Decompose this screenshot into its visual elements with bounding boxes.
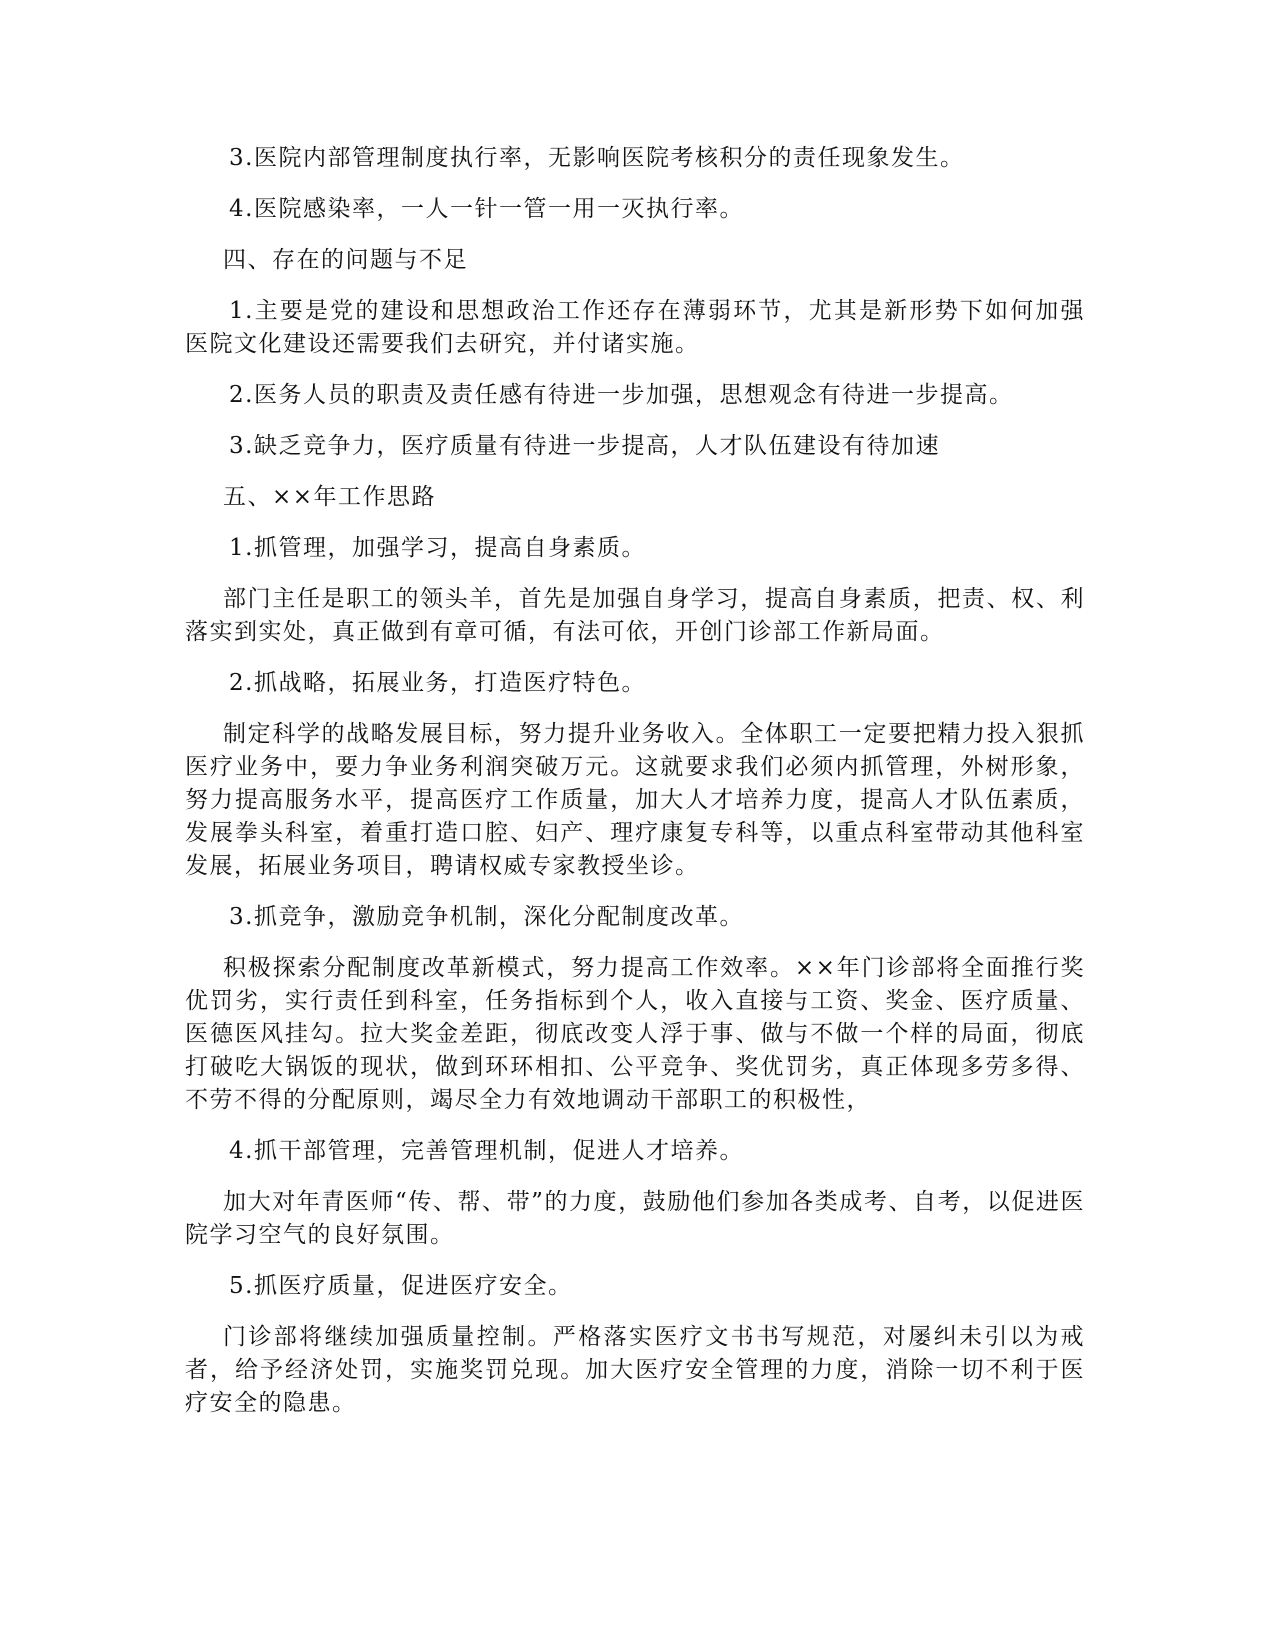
plan-item-1-body: 部门主任是职工的领头羊，首先是加强自身学习，提高自身素质，把责、权、利落实到实处，真正做到有章可循，有法可依，开创门诊部工作新局面。 [185, 586, 1085, 645]
plan-item-5-body: 门诊部将继续加强质量控制。严格落实医疗文书书写规范，对屡纠未引以为戒者，给予经济处罚，实施奖罚兑现。加大医疗安全管理的力度，消除一切不利于医疗安全的隐患。 [185, 1324, 1085, 1416]
plan-item-5-heading: 5.抓医疗质量，促进医疗安全。 [229, 1273, 573, 1299]
plan-item-2-body: 制定科学的战略发展目标，努力提升业务收入。全体职工一定要把精力投入狠抓医疗业务中，要力争业务利润突破万元。这就要求我们必须内抓管理，外树形象，努力提高服务水平，提高医疗工作质量，加大人才培养力度，提高人才队伍素质，发展拳头科室，着重打造口腔、妇产、理疗康复专科等，以重点科室带动其他科室发展，拓展业务项目，聘请权威专家教授坐诊。 [185, 721, 1085, 879]
problem-item-1: 1.主要是党的建设和思想政治工作还存在薄弱环节，尤其是新形势下如何加强医院文化建设还需要我们去研究，并付诸实施。 [185, 298, 1085, 357]
plan-item-3-body: 积极探索分配制度改革新模式，努力提高工作效率。××年门诊部将全面推行奖优罚劣，实行责任到科室，任务指标到个人，收入直接与工资、奖金、医疗质量、医德医风挂勾。拉大奖金差距，彻底改变人浮于事、做与不做一个样的局面，彻底打破吃大锅饭的现状，做到环环相扣、公平竞争、奖优罚劣，真正体现多劳多得、不劳不得的分配原则，竭尽全力有效地调动干部职工的积极性， [185, 955, 1085, 1113]
plan-item-4-heading: 4.抓干部管理，完善管理机制，促进人才培养。 [229, 1138, 744, 1164]
section-heading-problems: 四、存在的问题与不足 [223, 247, 468, 273]
item-3-management-execution: 3.医院内部管理制度执行率，无影响医院考核积分的责任现象发生。 [229, 145, 965, 171]
item-4-infection-rate: 4.医院感染率，一人一针一管一用一灭执行率。 [229, 196, 744, 222]
problem-item-2: 2.医务人员的职责及责任感有待进一步加强，思想观念有待进一步提高。 [229, 382, 1014, 408]
plan-item-2-heading: 2.抓战略，拓展业务，打造医疗特色。 [229, 670, 646, 696]
problem-item-3: 3.缺乏竞争力，医疗质量有待进一步提高，人才队伍建设有待加速 [229, 433, 940, 459]
plan-item-1-heading: 1.抓管理，加强学习，提高自身素质。 [229, 535, 646, 561]
plan-item-3-heading: 3.抓竞争，激励竞争机制，深化分配制度改革。 [229, 904, 744, 930]
section-heading-plan: 五、××年工作思路 [223, 484, 437, 510]
plan-item-4-body: 加大对年青医师“传、帮、带”的力度，鼓励他们参加各类成考、自考，以促进医院学习空气的良好氛围。 [185, 1189, 1085, 1248]
document-page [185, 142, 1085, 1438]
